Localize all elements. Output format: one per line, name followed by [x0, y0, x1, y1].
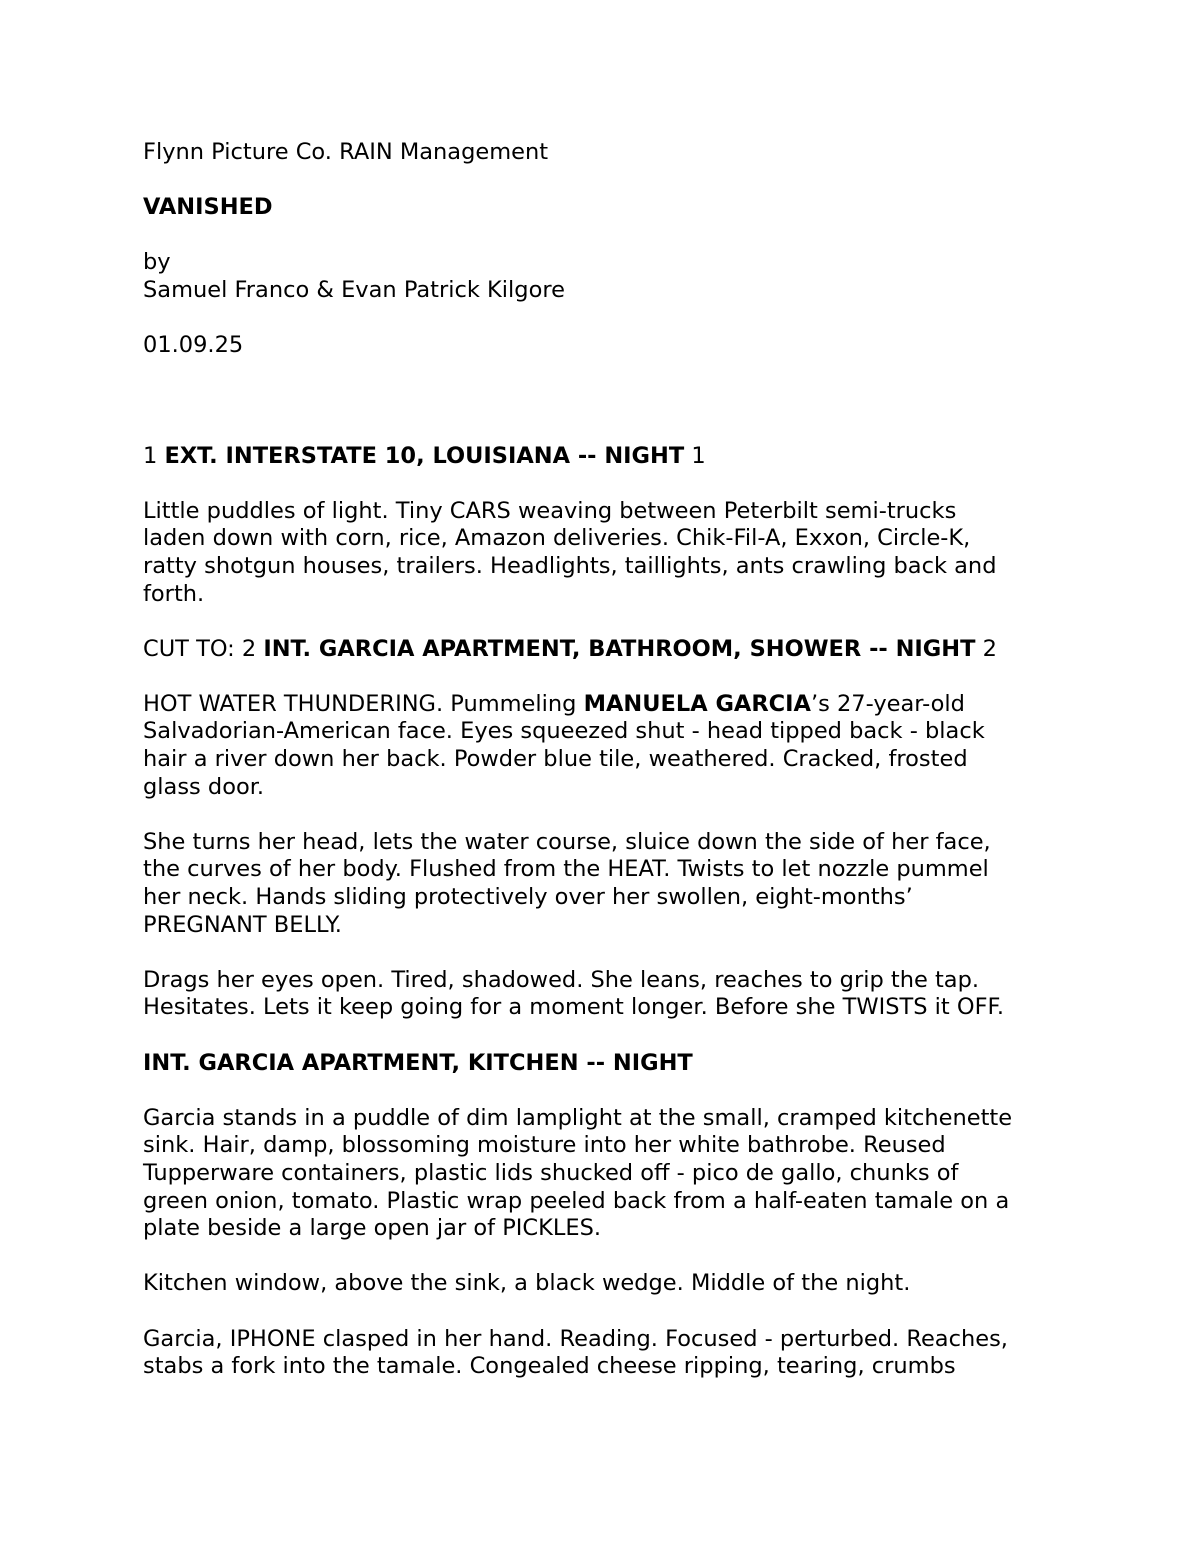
action-line: forth. [143, 580, 205, 607]
character-name: MANUELA GARCIA [583, 690, 811, 717]
scene-heading-2 [143, 636, 1063, 664]
action-line: ratty shotgun houses, trailers. Headlights, taillights, ants crawling back and [143, 552, 997, 579]
scene-number-right: 1 [684, 442, 706, 469]
action-text: HOT WATER THUNDERING. Pummeling [143, 690, 584, 717]
script-page [143, 139, 1063, 1381]
scene-heading-text: INT. GARCIA APARTMENT, BATHROOM, SHOWER -- NIGHT [263, 635, 976, 662]
by-line: by [143, 249, 171, 276]
transition-prefix: CUT TO: 2 [143, 635, 264, 662]
action-line: Kitchen window, above the sink, a black wedge. Middle of the night. [143, 1270, 911, 1297]
action-line: Garcia stands in a puddle of dim lamplight at the small, cramped kitchenette [143, 1104, 1013, 1131]
action-line: laden down with corn, rice, Amazon deliveries. Chik-Fil-A, Exxon, Circle-K, [143, 525, 971, 552]
action-line: Salvadorian-American face. Eyes squeezed shut - head tipped back - black [143, 718, 985, 745]
action-line: sink. Hair, damp, blossoming moisture into her white bathrobe. Reused [143, 1132, 946, 1159]
action-line: She turns her head, lets the water course, sluice down the side of her face, [143, 828, 991, 855]
action-line: Little puddles of light. Tiny CARS weaving between Peterbilt semi-trucks [143, 497, 957, 524]
action-line: PREGNANT BELLY. [143, 911, 342, 938]
scene-heading-1 [143, 443, 1063, 471]
action-line: plate beside a large open jar of PICKLES. [143, 1215, 602, 1242]
company-line: Flynn Picture Co. RAIN Management [143, 139, 549, 165]
date-line: 01.09.25 [143, 332, 244, 359]
scene-heading-text: EXT. INTERSTATE 10, LOUISIANA -- NIGHT [164, 442, 685, 469]
action-line [143, 691, 1063, 719]
action-line: Drags her eyes open. Tired, shadowed. She leans, reaches to grip the tap. [143, 966, 980, 993]
action-line: stabs a fork into the tamale. Congealed cheese ripping, tearing, crumbs [143, 1353, 956, 1380]
action-line: Tupperware containers, plastic lids shucked off - pico de gallo, chunks of [143, 1159, 959, 1186]
action-line: her neck. Hands sliding protectively over her swollen, eight-months’ [143, 884, 913, 911]
action-text: ’s 27-year-old [810, 690, 965, 717]
action-line: hair a river down her back. Powder blue tile, weathered. Cracked, frosted [143, 746, 968, 773]
action-line: glass door. [143, 773, 265, 800]
action-line: Hesitates. Lets it keep going for a moment longer. Before she TWISTS it OFF. [143, 994, 1005, 1021]
action-line: Garcia, IPHONE clasped in her hand. Reading. Focused - perturbed. Reaches, [143, 1325, 1008, 1352]
scene-heading-3: INT. GARCIA APARTMENT, KITCHEN -- NIGHT [143, 1049, 693, 1076]
authors-line: Samuel Franco & Evan Patrick Kilgore [143, 276, 565, 303]
scene-number-right: 2 [975, 635, 997, 662]
action-line: the curves of her body. Flushed from the HEAT. Twists to let nozzle pummel [143, 856, 989, 883]
script-title: VANISHED [143, 194, 273, 221]
scene-number-left: 1 [143, 442, 165, 469]
action-line: green onion, tomato. Plastic wrap peeled back from a half-eaten tamale on a [143, 1187, 1010, 1214]
